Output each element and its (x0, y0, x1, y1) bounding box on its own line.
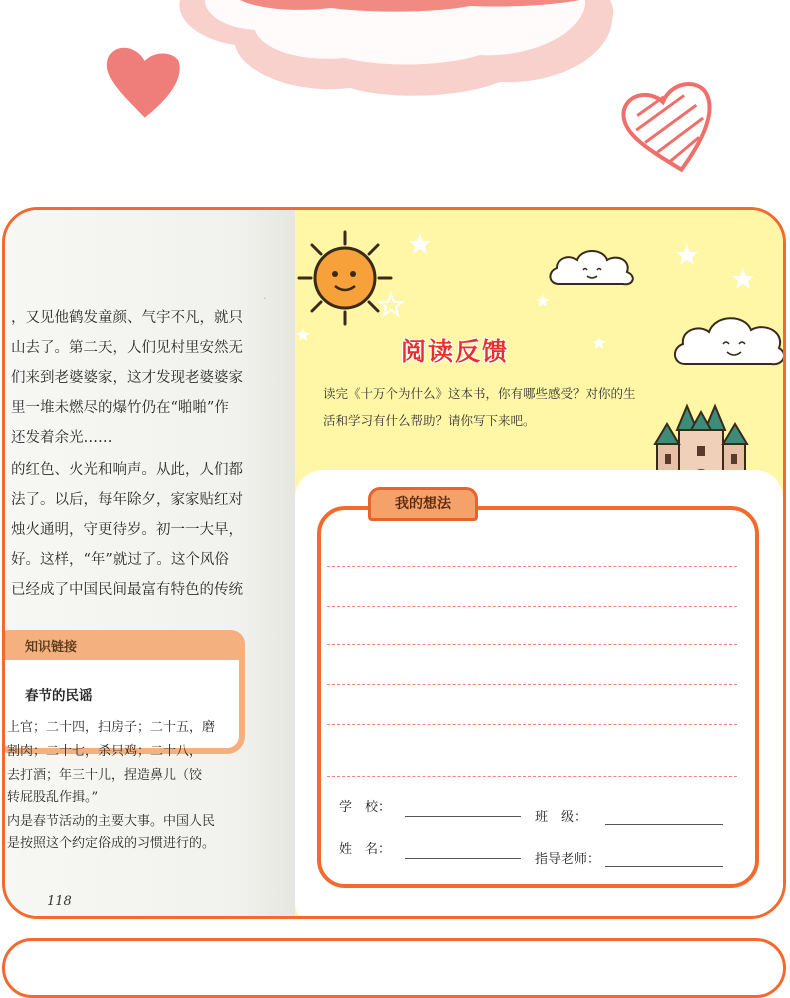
panel-tab: 我的想法 (368, 487, 478, 521)
text-line: ，又见他鹤发童颜、气宇不凡，就只 (11, 310, 243, 326)
name-label: 姓 名： (339, 842, 392, 857)
writing-line (327, 684, 737, 685)
text-line: 们来到老婆婆家，这才发现老婆婆家 (11, 370, 243, 386)
school-label: 学 校： (339, 800, 392, 815)
page-number: 118 (47, 894, 72, 909)
intro-text: 读完《十万个为什么》这本书，你有哪些感受？对你的生活和学习有什么帮助？请你写下来吧。 (323, 386, 636, 428)
text-line: 的红色、火光和响声。从此，人们都 (11, 462, 243, 478)
knowledge-tag: 知识链接 (25, 640, 78, 655)
left-page (5, 210, 297, 919)
text-line: 山去了。第二天，人们见村里安然无 (11, 340, 243, 356)
text-line: 里一堆未燃尽的爆竹仍在“啪啪”作 (11, 400, 229, 416)
writing-line (327, 776, 737, 777)
bleed-text: · (263, 292, 267, 305)
book-spread-frame (2, 207, 786, 919)
writing-line (327, 644, 737, 645)
school-field[interactable] (405, 816, 521, 817)
knowledge-line: 割肉；二十七，杀只鸡；二十八， (7, 744, 203, 759)
text-line: 法了。以后，每年除夕，家家贴红对 (11, 492, 243, 508)
teacher-field[interactable] (605, 866, 723, 867)
knowledge-line: 上官；二十四，扫房子；二十五，磨 (7, 720, 216, 735)
name-field[interactable] (405, 858, 521, 859)
text-line: 烛火通明，守更待岁。初一一大早， (11, 522, 243, 538)
cloud-icon (547, 246, 637, 290)
knowledge-title: 春节的民谣 (25, 688, 93, 704)
cloud-icon (179, 0, 613, 96)
cloud-icon (671, 310, 786, 372)
writing-line (327, 724, 737, 725)
heart-icon (100, 46, 182, 122)
class-field[interactable] (605, 824, 723, 825)
next-panel-frame (2, 938, 786, 998)
right-page (295, 210, 786, 919)
knowledge-line: 转屁股乱作揖。” (7, 790, 99, 805)
text-line: 还发着余光…… (11, 430, 113, 446)
knowledge-line: 内是春节活动的主要大事。中国人民 (7, 814, 216, 829)
writing-line (327, 606, 737, 607)
heart-outline-icon (619, 80, 721, 179)
knowledge-box (2, 630, 250, 860)
class-label: 班 级： (535, 810, 588, 825)
teacher-label: 指导老师： (535, 852, 601, 867)
feedback-panel (317, 506, 759, 888)
text-line: 好。这样，“年”就过了。这个风俗 (11, 552, 229, 568)
page-title: 阅读反馈 (401, 337, 510, 366)
knowledge-line: 是按照这个约定俗成的习惯进行的。 (7, 836, 216, 851)
writing-line (327, 566, 737, 567)
top-decoration (0, 0, 790, 190)
text-line: 已经成了中国民间最富有特色的传统 (11, 582, 243, 598)
knowledge-line: 去打酒；年三十儿，捏造鼻儿（饺 (7, 768, 203, 783)
